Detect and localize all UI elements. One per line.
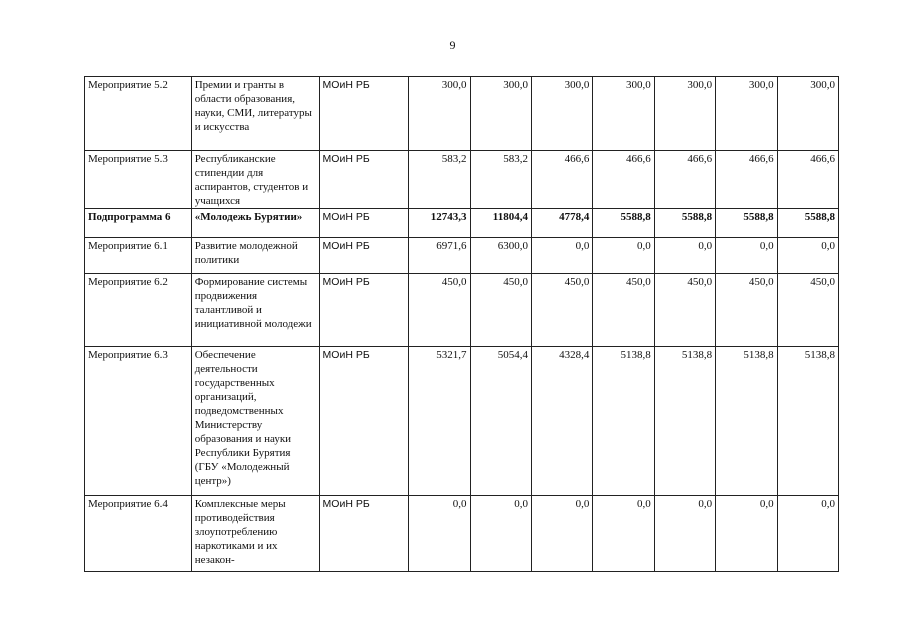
row-description: Формирование системы продвижения талантливой и инициативной молодежи <box>191 274 319 347</box>
value-cell: 0,0 <box>531 238 592 274</box>
row-description: Республиканские стипендии для аспирантов, студентов и учащихся <box>191 151 319 209</box>
row-description: Премии и гранты в области образования, науки, СМИ, литературы и искусства <box>191 77 319 151</box>
value-cell: 450,0 <box>531 274 592 347</box>
value-cell: 0,0 <box>716 496 777 572</box>
value-cell: 0,0 <box>654 496 715 572</box>
value-cell: 300,0 <box>409 77 470 151</box>
row-executor: МОиН РБ <box>319 151 409 209</box>
value-cell: 0,0 <box>716 238 777 274</box>
value-cell: 583,2 <box>409 151 470 209</box>
row-name: Мероприятие 5.2 <box>85 77 192 151</box>
table-row <box>85 151 839 209</box>
value-cell: 0,0 <box>531 496 592 572</box>
value-cell: 5138,8 <box>716 347 777 496</box>
row-name: Подпрограмма 6 <box>85 209 192 238</box>
value-cell: 5138,8 <box>654 347 715 496</box>
table-row <box>85 347 839 496</box>
value-cell: 0,0 <box>654 238 715 274</box>
table-row-subprogram <box>85 209 839 238</box>
table-row <box>85 238 839 274</box>
row-description: «Молодежь Бурятии» <box>191 209 319 238</box>
value-cell: 450,0 <box>716 274 777 347</box>
value-cell: 5054,4 <box>470 347 531 496</box>
value-cell: 0,0 <box>409 496 470 572</box>
row-name: Мероприятие 5.3 <box>85 151 192 209</box>
value-cell: 5588,8 <box>777 209 838 238</box>
value-cell: 5321,7 <box>409 347 470 496</box>
value-cell: 5138,8 <box>777 347 838 496</box>
row-description: Комплексные меры противодействия злоупотреблению наркотиками и их незакон- <box>194 498 286 565</box>
value-cell: 4778,4 <box>531 209 592 238</box>
value-cell: 466,6 <box>654 151 715 209</box>
row-executor: МОиН РБ <box>319 238 409 274</box>
row-description: Обеспечение деятельности государственных организаций, подведомственных Министерству образования и науки Республики Бурятия (ГБУ «Молодежный центр») <box>191 347 319 496</box>
row-executor: МОиН РБ <box>319 209 409 238</box>
value-cell: 300,0 <box>716 77 777 151</box>
value-cell: 6971,6 <box>409 238 470 274</box>
row-executor: МОиН РБ <box>319 274 409 347</box>
value-cell: 466,6 <box>531 151 592 209</box>
value-cell: 0,0 <box>777 238 838 274</box>
table-row <box>85 496 839 572</box>
value-cell: 300,0 <box>470 77 531 151</box>
table-row <box>85 274 839 347</box>
value-cell: 0,0 <box>593 496 654 572</box>
row-name: Мероприятие 6.2 <box>85 274 192 347</box>
value-cell: 11804,4 <box>470 209 531 238</box>
row-name: Мероприятие 6.3 <box>85 347 192 496</box>
value-cell: 12743,3 <box>409 209 470 238</box>
table-row <box>85 77 839 151</box>
value-cell: 5138,8 <box>593 347 654 496</box>
row-name: Мероприятие 6.4 <box>85 496 192 572</box>
page-number: 9 <box>449 38 456 52</box>
value-cell: 466,6 <box>716 151 777 209</box>
row-executor: МОиН РБ <box>319 347 409 496</box>
value-cell: 0,0 <box>593 238 654 274</box>
row-description: Развитие молодежной политики <box>191 238 319 274</box>
value-cell: 450,0 <box>470 274 531 347</box>
value-cell: 0,0 <box>777 496 838 572</box>
value-cell: 5588,8 <box>716 209 777 238</box>
value-cell: 300,0 <box>531 77 592 151</box>
value-cell: 466,6 <box>777 151 838 209</box>
value-cell: 4328,4 <box>531 347 592 496</box>
row-name: Мероприятие 6.1 <box>85 238 192 274</box>
value-cell: 450,0 <box>654 274 715 347</box>
value-cell: 450,0 <box>593 274 654 347</box>
value-cell: 466,6 <box>593 151 654 209</box>
value-cell: 450,0 <box>409 274 470 347</box>
value-cell: 450,0 <box>777 274 838 347</box>
row-executor: МОиН РБ <box>319 496 409 572</box>
value-cell: 0,0 <box>470 496 531 572</box>
value-cell: 300,0 <box>654 77 715 151</box>
value-cell: 300,0 <box>593 77 654 151</box>
value-cell: 5588,8 <box>593 209 654 238</box>
value-cell: 5588,8 <box>654 209 715 238</box>
value-cell: 6300,0 <box>470 238 531 274</box>
value-cell: 300,0 <box>777 77 838 151</box>
value-cell: 583,2 <box>470 151 531 209</box>
row-executor: МОиН РБ <box>319 77 409 151</box>
budget-table <box>84 76 839 572</box>
